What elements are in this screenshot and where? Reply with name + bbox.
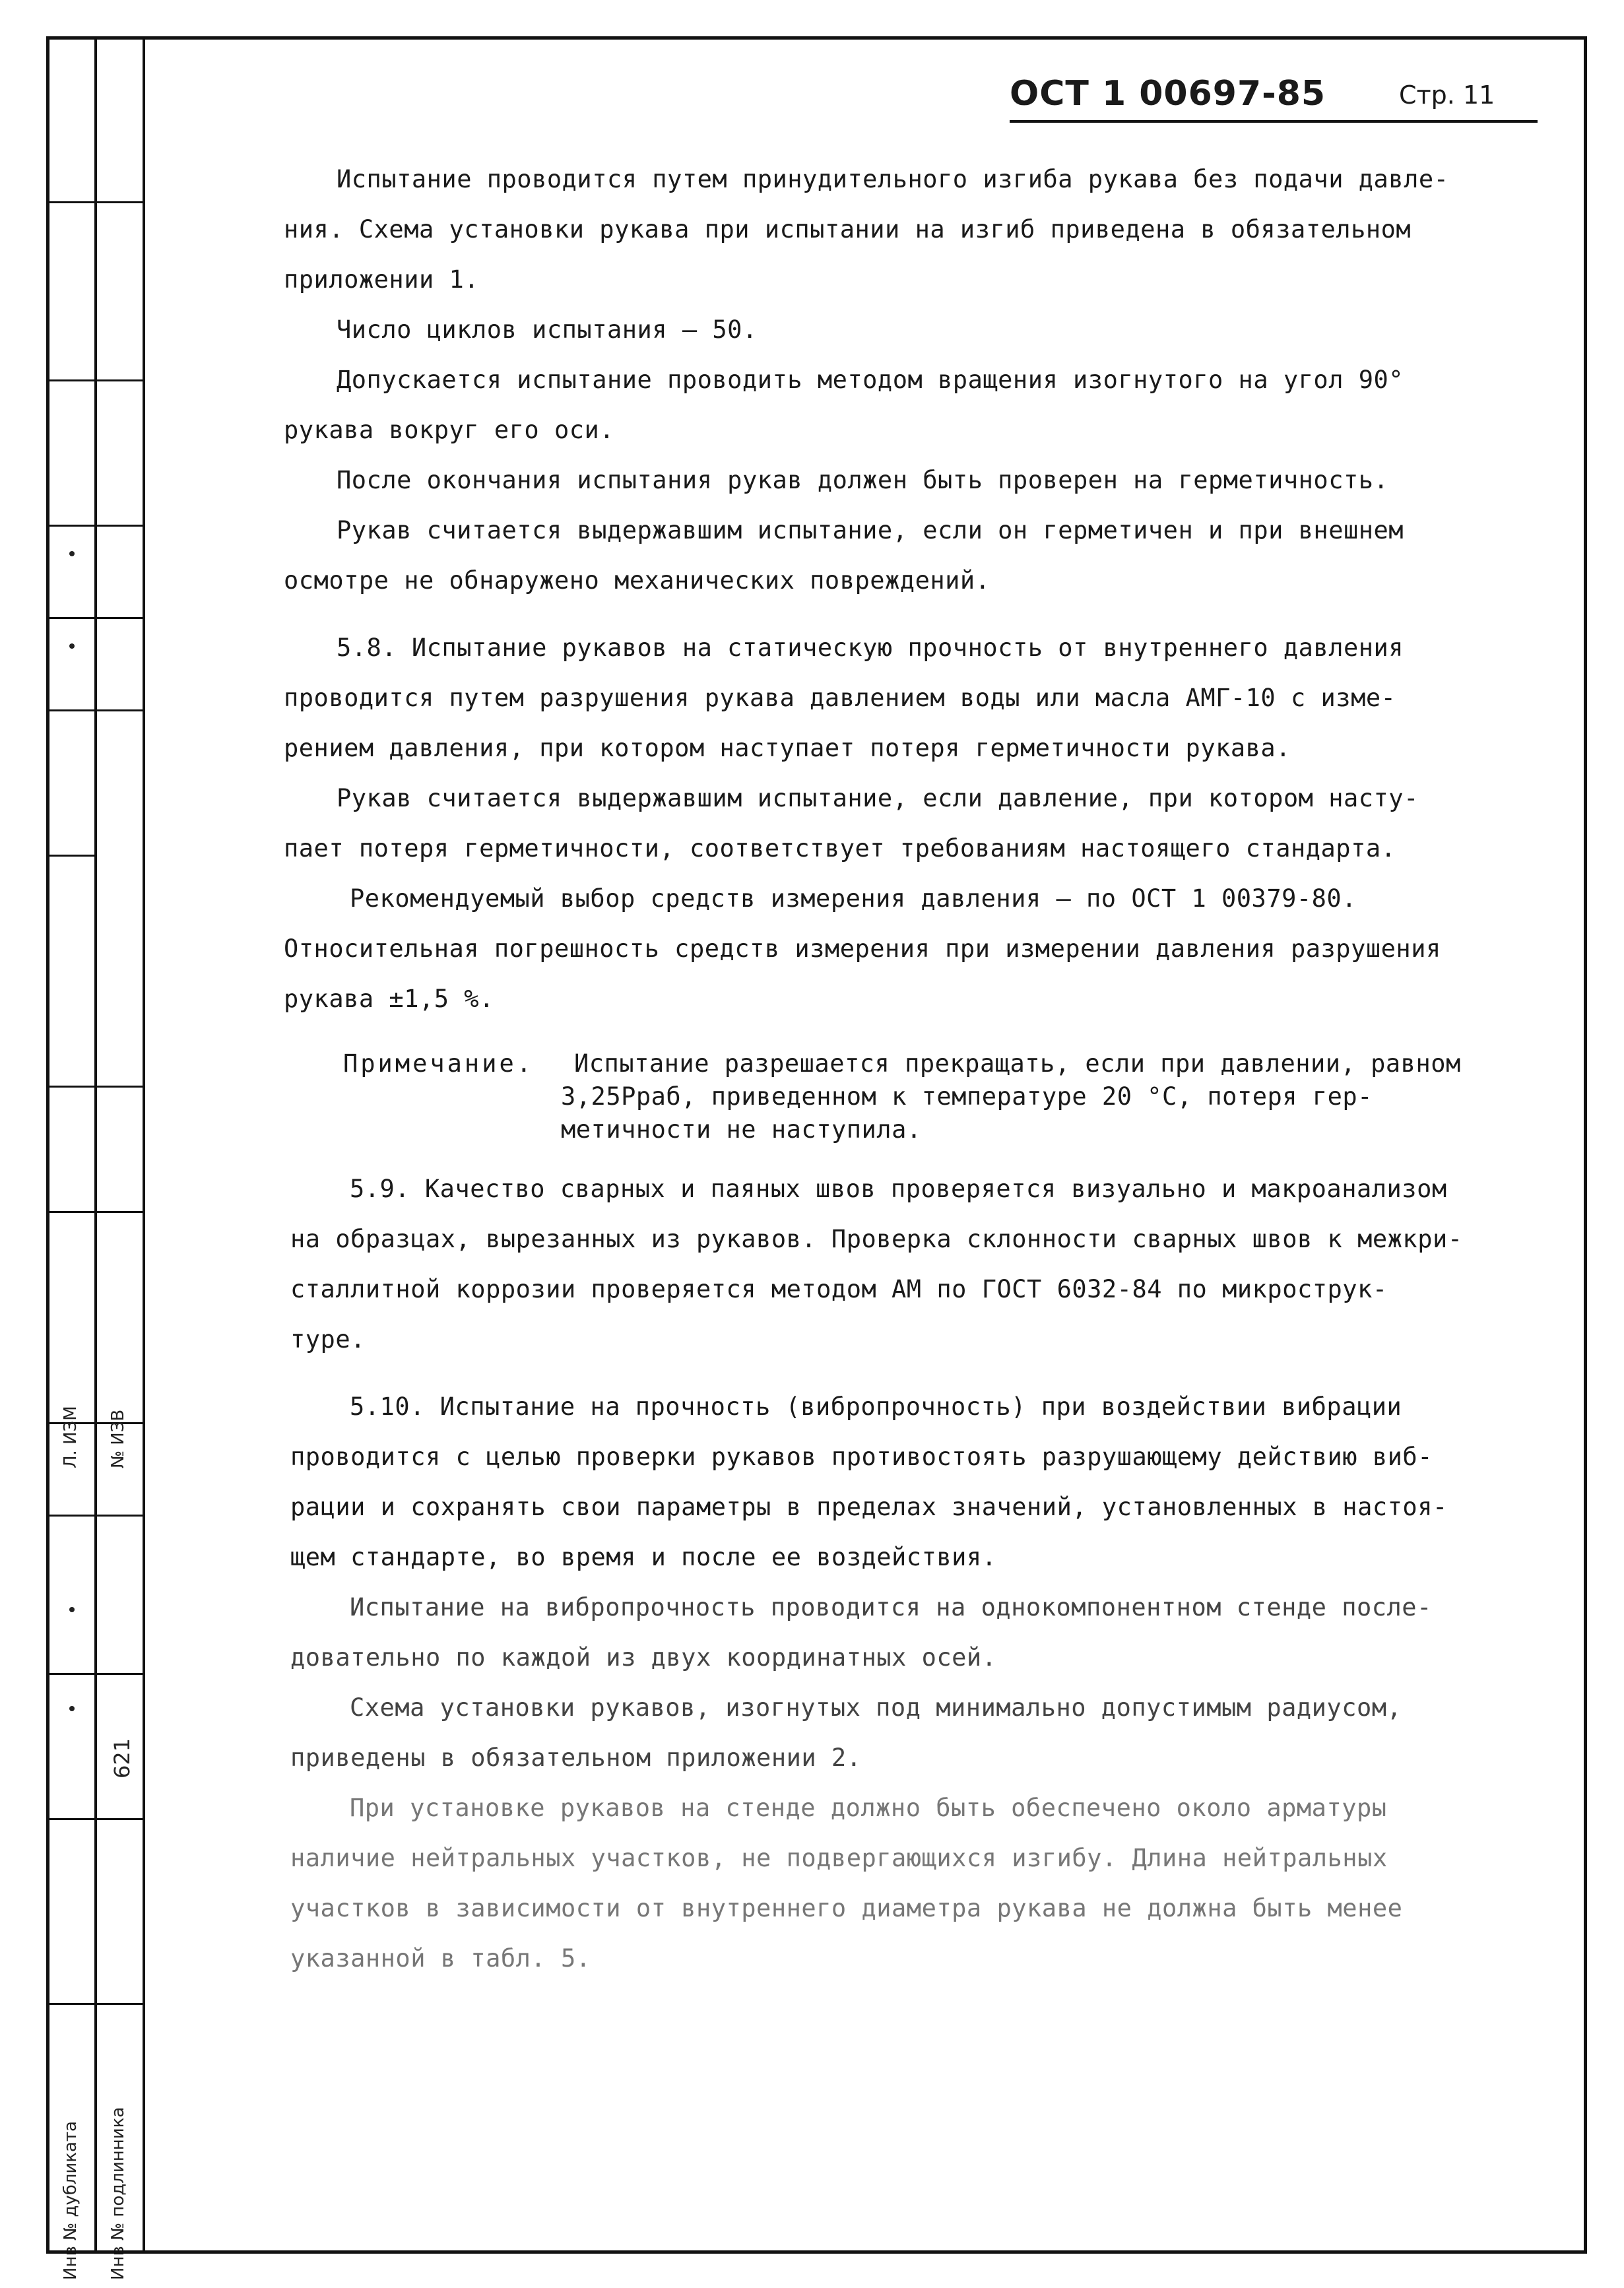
text-line: приложении 1. bbox=[284, 265, 480, 294]
text-line: рением давления, при котором наступает потеря герметичности рукава. bbox=[284, 734, 1291, 762]
text-line: наличие нейтральных участков, не подвергающихся изгибу. Длина нейтральных bbox=[290, 1844, 1388, 1872]
text-line: рукава вокруг его оси. bbox=[284, 416, 615, 444]
text-line: Схема установки рукавов, изогнутых под минимально допустимым радиусом, bbox=[350, 1693, 1402, 1722]
text-line: на образцах, вырезанных из рукавов. Проверка склонности сварных швов к межкри- bbox=[290, 1225, 1463, 1253]
izv-label: № ИЗВ bbox=[108, 1409, 128, 1468]
text-line: ния. Схема установки рукава при испытании на изгиб приведена в обязательном bbox=[284, 215, 1412, 244]
text-line: Рекомендуемый выбор средств измерения давления – по ОСТ 1 00379-80. bbox=[350, 884, 1357, 913]
text-line: туре. bbox=[290, 1325, 366, 1354]
text-line: указанной в табл. 5. bbox=[290, 1944, 591, 1973]
text-line: пает потеря герметичности, соответствует требованиям настоящего стандарта. bbox=[284, 834, 1396, 863]
page-header bbox=[1010, 74, 1551, 120]
text-line: 5.8. Испытание рукавов на статическую прочность от внутреннего давления bbox=[337, 634, 1404, 662]
text-line: проводится путем разрушения рукава давлением воды или масла АМГ-10 с изме- bbox=[284, 684, 1396, 712]
text-line: 5.10. Испытание на прочность (вибропрочность) при воздействии вибрации bbox=[350, 1392, 1402, 1421]
note-line: Испытание разрешается прекращать, если при давлении, равном bbox=[574, 1049, 1461, 1078]
text-line: Допускается испытание проводить методом вращения изогнутого на угол 90° bbox=[337, 366, 1404, 394]
text-line: Относительная погрешность средств измерения при измерении давления разрушения bbox=[284, 934, 1441, 963]
text-line: Рукав считается выдержавшим испытание, если он герметичен и при внешнем bbox=[337, 516, 1404, 544]
note-label: Примечание. bbox=[343, 1049, 535, 1078]
document-code: ОСТ 1 00697-85 bbox=[1010, 74, 1326, 114]
text-line: Рукав считается выдержавшим испытание, если давление, при котором насту- bbox=[337, 784, 1419, 812]
izm-label: Л. ИЗМ bbox=[61, 1406, 81, 1468]
text-line: сталлитной коррозии проверяется методом АМ по ГОСТ 6032-84 по микрострук- bbox=[290, 1275, 1388, 1303]
text-line: Испытание проводится путем принудительного изгиба рукава без подачи давле- bbox=[337, 165, 1449, 193]
text-line: Испытание на вибропрочность проводится на однокомпонентном стенде после- bbox=[350, 1593, 1432, 1621]
text-line: проводится с целью проверки рукавов противостоять разрушающему действию виб- bbox=[290, 1443, 1433, 1471]
inventory-number: 621 bbox=[110, 1738, 135, 1779]
text-line: После окончания испытания рукав должен быть проверен на герметичность. bbox=[337, 466, 1389, 494]
text-line: рации и сохранять свои параметры в пределах значений, установленных в настоя- bbox=[290, 1493, 1448, 1521]
text-line: приведены в обязательном приложении 2. bbox=[290, 1744, 862, 1772]
note-line: метичности не наступила. bbox=[561, 1115, 922, 1144]
original-inv-label: Инв № подлинника bbox=[108, 2107, 128, 2280]
note-line: 3,25Pраб, приведенном к температуре 20 °С, потеря гер- bbox=[561, 1082, 1373, 1111]
header-rule bbox=[1010, 120, 1538, 123]
duplicate-inv-label: Инв № дубликата bbox=[61, 2121, 81, 2280]
text-line: При установке рукавов на стенде должно быть обеспечено около арматуры bbox=[350, 1794, 1387, 1822]
text-line: осмотре не обнаружено механических повреждений. bbox=[284, 566, 991, 595]
text-line: рукава ±1,5 %. bbox=[284, 985, 494, 1013]
text-line: 5.9. Качество сварных и паяных швов проверяется визуально и макроанализом bbox=[350, 1175, 1447, 1203]
text-line: щем стандарте, во время и после ее воздействия. bbox=[290, 1543, 997, 1571]
text-line: участков в зависимости от внутреннего диаметра рукава не должна быть менее bbox=[290, 1894, 1403, 1922]
page-number: Стр. 11 bbox=[1399, 81, 1495, 110]
text-line: довательно по каждой из двух координатных осей. bbox=[290, 1643, 997, 1672]
text-line: Число циклов испытания – 50. bbox=[337, 315, 758, 344]
